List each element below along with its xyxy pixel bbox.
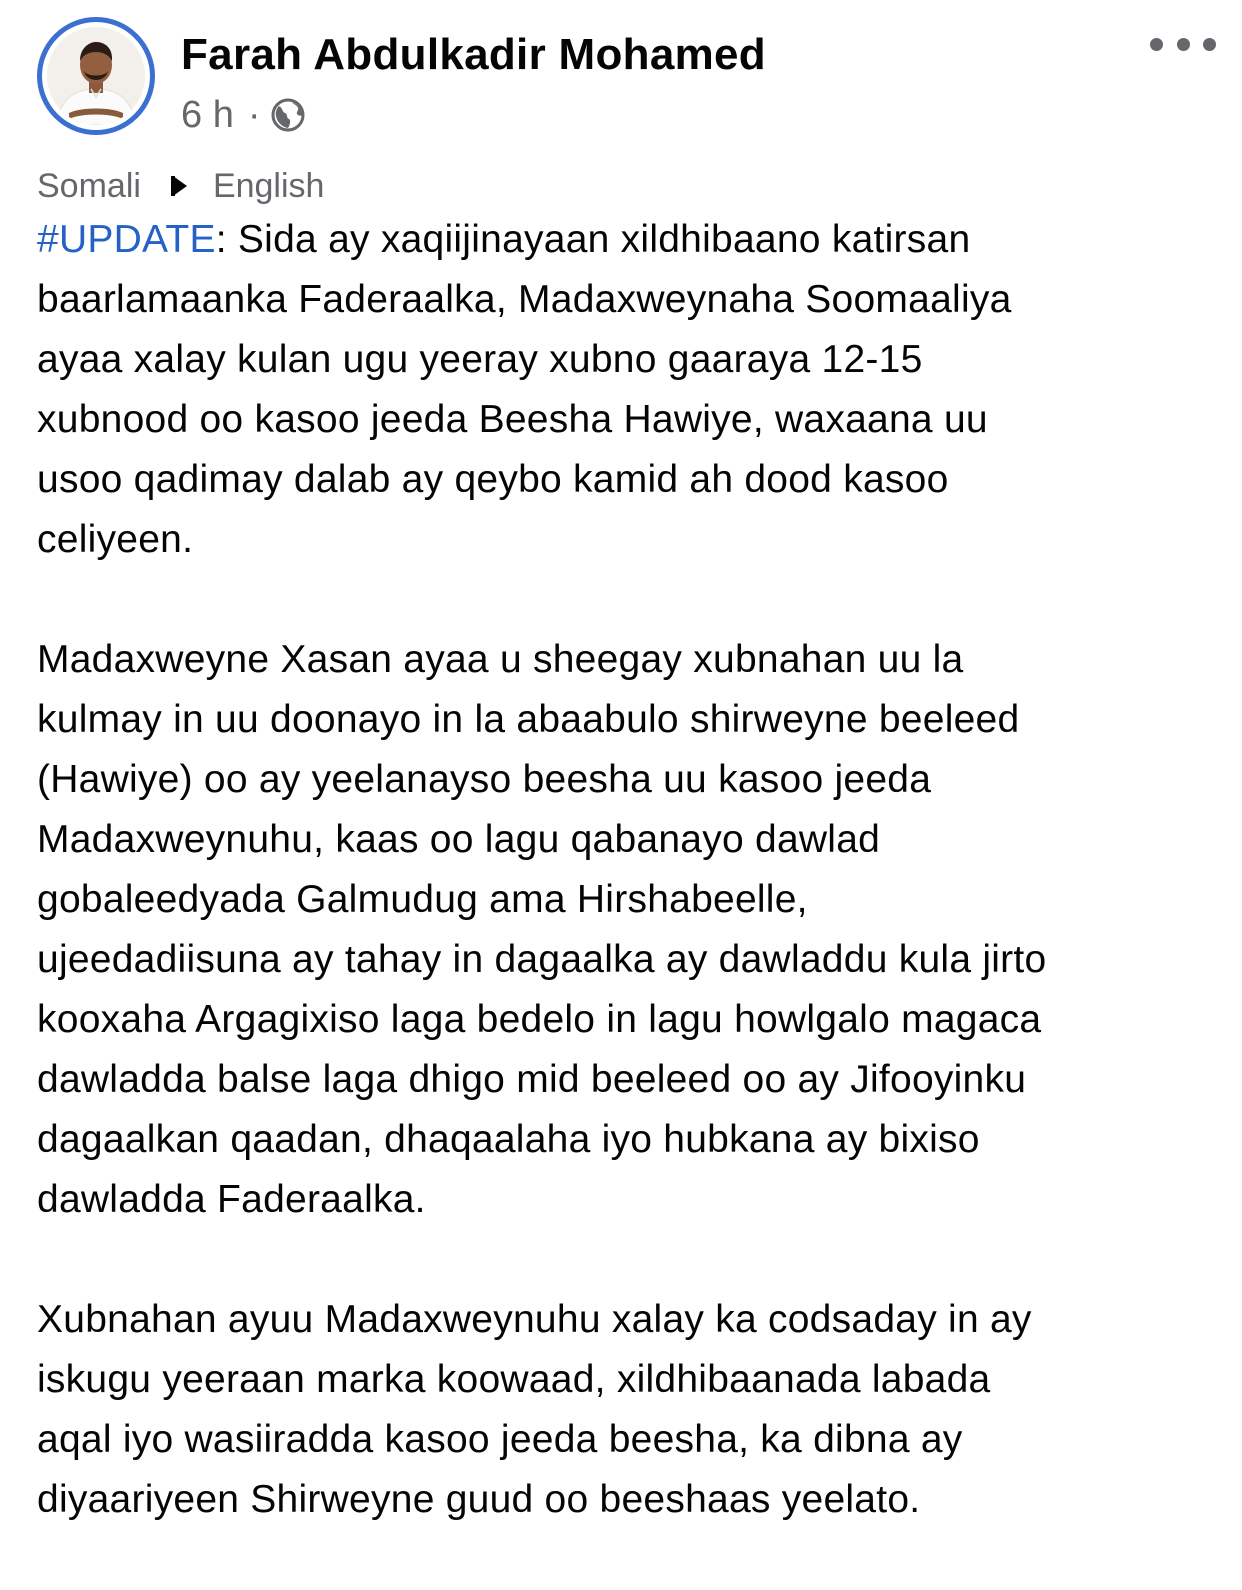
post-paragraph [37, 210, 1217, 570]
translation-bar[interactable] [37, 164, 324, 208]
post-header [0, 0, 1242, 150]
post-paragraph: Madaxweyne Xasan ayaa u sheegay xubnahan uu la kulmay in uu doonayo in la abaabulo shirweyne beeleed (Hawiye) oo ay yeelanayso beesha uu kasoo jeeda Madaxweynuhu, kaas oo lagu qabanayo dawlad gobaleedyada Galmudug ama Hirshabeelle, ujeedadiisuna ay tahay in dagaalka ay dawladdu kula jirto kooxaha Argagixiso laga bedelo in lagu howlgalo magaca dawladda balse laga dhigo mid beeleed oo ay Jifooyinku dagaalkan qaadan, dhaqaalaha iyo hubkana ay bixiso dawladda Faderaalka. [37, 638, 1047, 1221]
more-options-icon [1177, 38, 1190, 51]
source-language[interactable]: Somali [37, 166, 141, 205]
meta-separator: · [247, 94, 261, 136]
more-options-icon [1150, 38, 1163, 51]
post-body [37, 210, 1217, 1590]
author-name[interactable]: Farah Abdulkadir Mohamed [181, 30, 766, 79]
post-paragraph: Xubnahan ayuu Madaxweynuhu xalay ka codsaday in ay iskugu yeeraan marka koowaad, xildhibaanada labada aqal iyo wasiiradda kasoo jeeda beesha, ka dibna ay diyaariyeen Shirweyne guud oo beeshaas yeelato. [37, 1298, 1032, 1521]
more-options-icon [1203, 38, 1216, 51]
post-meta [181, 94, 306, 136]
translate-arrow-icon [169, 173, 191, 199]
avatar[interactable] [47, 27, 145, 125]
more-options-button[interactable] [1150, 24, 1216, 64]
avatar-story-ring[interactable] [37, 17, 155, 135]
post-timestamp[interactable]: 6 h [181, 94, 234, 136]
avatar-portrait-icon [47, 27, 145, 125]
paragraph-text: : Sida ay xaqiijinayaan xildhibaano katirsan baarlamaanka Faderaalka, Madaxweynaha Soomaaliya ayaa xalay kulan ugu yeeray xubno gaaraya 12-15 xubnood oo kasoo jeeda Beesha Hawiye, waxaana uu usoo qadimay dalab ay qeybo kamid ah dood kasoo celiyeen. [37, 218, 1012, 561]
hashtag-link[interactable]: #UPDATE [37, 218, 216, 261]
target-language[interactable]: English [212, 166, 325, 205]
globe-icon[interactable] [270, 97, 306, 133]
